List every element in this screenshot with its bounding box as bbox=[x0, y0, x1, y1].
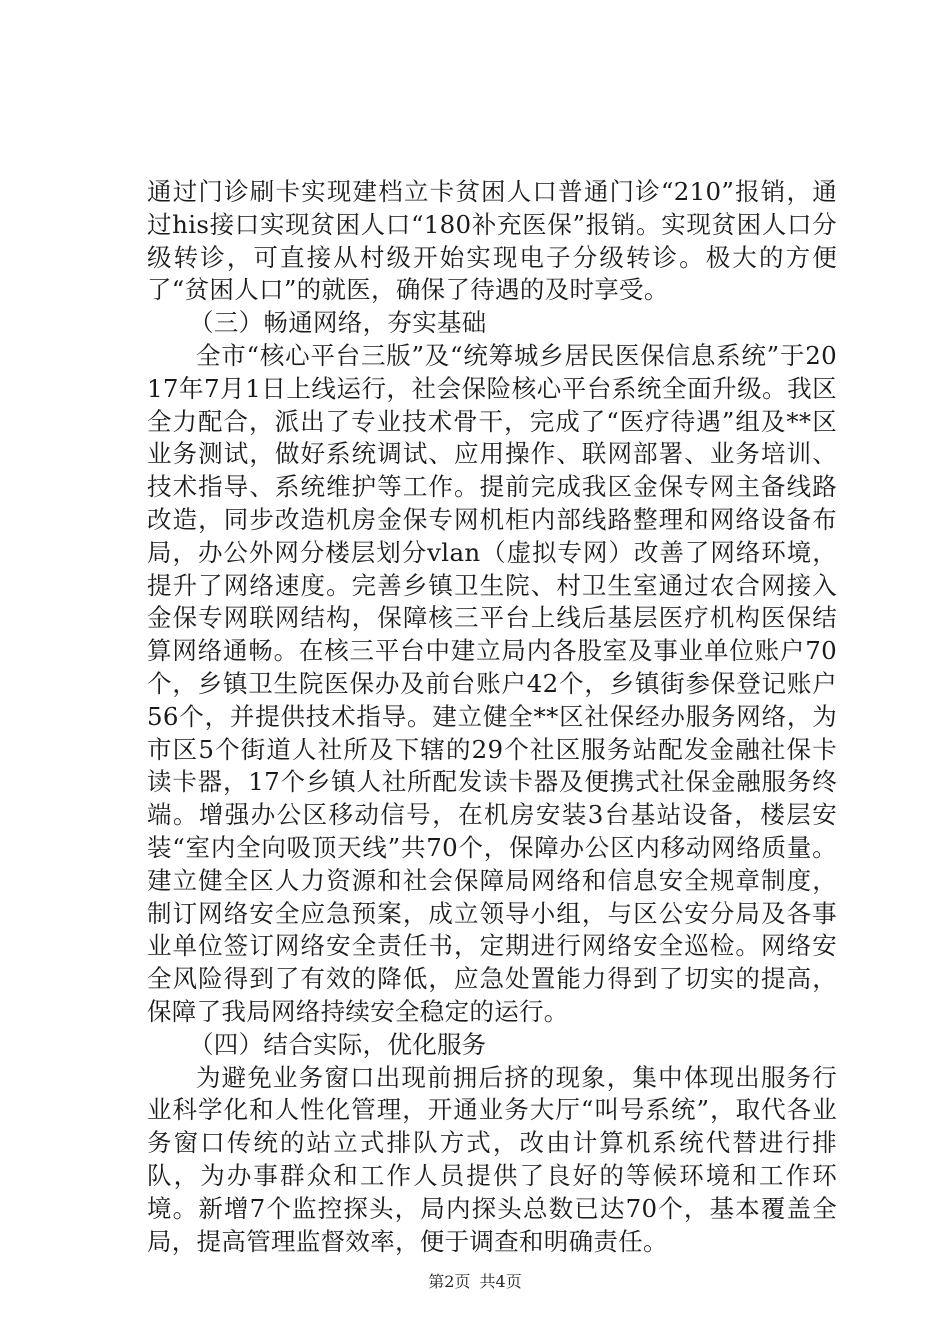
page-number: 第2页 bbox=[428, 1272, 471, 1291]
paragraph-service: 为避免业务窗口出现前拥后挤的现象，集中体现出服务行业科学化和人性化管理，开通业务大厅“叫号系统”，取代各业务窗口传统的站立式排队方式，改由计算机系统代替进行排队，为办事群众和工作人员提供了良好的等候环境和工作环境。新增7个监控探头，局内探头总数已达70个，基本覆盖全局，提高管理监督效率，便于调查和明确责任。 bbox=[147, 1062, 837, 1256]
document-body bbox=[147, 176, 837, 1258]
page-total: 共4页 bbox=[479, 1272, 522, 1291]
paragraph-network: 全市“核心平台三版”及“统筹城乡居民医保信息系统”于2017年7月1日上线运行，社会保险核心平台系统全面升级。我区全力配合，派出了专业技术骨干，完成了“医疗待遇”组及**区业务测试，做好系统调试、应用操作、联网部署、业务培训、技术指导、系统维护等工作。提前完成我区金保专网主备线路改造，同步改造机房金保专网机柜内部线路整理和网络设备布局，办公外网分楼层划分vlan（虚拟专网）改善了网络环境，提升了网络速度。完善乡镇卫生院、村卫生室通过农合网接入金保专网联网结构，保障核三平台上线后基层医疗机构医保结算网络通畅。在核三平台中建立局内各股室及事业单位账户70个，乡镇卫生院医保办及前台账户42个，乡镇街参保登记账户56个，并提供技术指导。建立健全**区社保经办服务网络，为市区5个街道人社所及下辖的29个社区服务站配发金融社保卡读卡器，17个乡镇人社所配发读卡器及便携式社保金融服务终端。增强办公区移动信号，在机房安装3台基站设备，楼层安装“室内全向吸顶天线”共70个，保障办公区内移动网络质量。建立健全区人力资源和社会保障局网络和信息安全规章制度，制订网络安全应急预案，成立领导小组，与区公安分局及各事业单位签订网络安全责任书，定期进行网络安全巡检。网络安全风险得到了有效的降低，应急处置能力得到了切实的提高，保障了我局网络持续安全稳定的运行。 bbox=[147, 340, 837, 1026]
section-heading-3: （三）畅通网络，夯实基础 bbox=[189, 308, 487, 338]
paragraph-continuation: 通过门诊刷卡实现建档立卡贫困人口普通门诊“210”报销，通过his接口实现贫困人口“180补充医保”报销。实现贫困人口分级转诊，可直接从村级开始实现电子分级转诊。极大的方便了“贫困人口”的就医，确保了待遇的及时享受。 bbox=[147, 177, 837, 305]
section-heading-4: （四）结合实际，优化服务 bbox=[189, 1029, 487, 1059]
page-footer bbox=[0, 1272, 950, 1292]
